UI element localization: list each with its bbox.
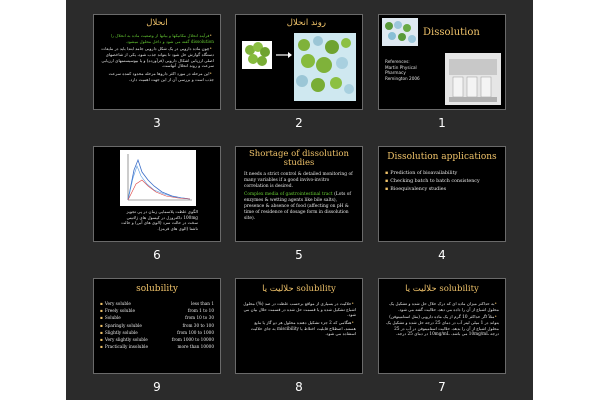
slide-3-bullet-2: •چون ماده دارویی در یک شکل دارویی جامد ابتدا باید در مایعات دستگاه گوارش حل شود تا بتواند جذب شود، یکی از شاخصهای اصلی ارزیابی اشکال دارویی (فرآورده) و یا بیوسیستمهای ارزیابی سرعت و روند انحلال آنهاست. xyxy=(101,46,214,69)
slide-7-body xyxy=(385,301,499,339)
slide-5-title: Shortage of dissolution studies xyxy=(248,149,350,169)
slide-2-title: روند انحلال xyxy=(286,18,326,28)
solubility-row: ▪ Freely soluble from 1 to 10 xyxy=(100,308,214,314)
slide-8-body xyxy=(242,301,356,339)
slide-8-bullet-1: •حلالیت در بسیاری از مواقع برحسب غلظت در صد (%) محلول اشباع تشکیل شده و یا قسمت حل شده در قسمت حلال بیان می شود. xyxy=(243,301,356,318)
slide-7-number: 7 xyxy=(438,380,446,394)
slide-3-title: انحلال xyxy=(146,18,168,28)
slide-3[interactable] xyxy=(93,14,221,110)
references-label: References: xyxy=(385,59,410,64)
slide-5-body xyxy=(244,172,354,224)
solubility-row: ▪ Soluble from 10 to 30 xyxy=(100,315,214,321)
reference-line-3: Remington 2006 xyxy=(385,76,420,82)
slide-4-number: 4 xyxy=(438,248,446,262)
slide-2-number: 2 xyxy=(295,116,303,130)
slide-1-references xyxy=(385,59,437,82)
slide-1[interactable] xyxy=(378,14,506,110)
slide-9-title: solubility xyxy=(136,284,178,294)
dissolution-apparatus-image xyxy=(445,53,501,105)
slide-sorter-view xyxy=(66,0,533,400)
slide-7-title: حلالیت یا solubility xyxy=(405,284,479,294)
slide-4-bullet-1: ▪ Prediction of bioavailability xyxy=(385,171,458,176)
slide-4-bullet-2: ▪ Checking batch to batch consistency xyxy=(385,178,480,184)
slide-3-body xyxy=(100,33,214,84)
slide-5-paragraph-2: Complex media of gastrointestinal tract (Lots of enzymes & wetting agents like bile salts), presence & absence of food (affecting on pH & time of residence of dosage form in dissolution site). xyxy=(244,191,352,221)
reference-line-1: Martin Physical xyxy=(385,64,417,70)
slide-4[interactable] xyxy=(378,146,506,242)
slide-4-bullets xyxy=(385,171,499,195)
solubility-row: ▪ Slightly soluble from 100 to 1000 xyxy=(100,329,214,335)
slide-8[interactable] xyxy=(235,278,363,374)
plasma-concentration-chart xyxy=(120,150,196,206)
slide-6-number: 6 xyxy=(153,248,161,262)
slide-8-bullet-2: •هنگامی که 2 جزء تشکیل دهنده محلول هر دو گاز یا مایع هستند، اصطلاح قابلیت اختلاط یا miscibility به جای حلالیت استفاده می شود. xyxy=(250,320,356,337)
solubility-row: ▪ Practically insoluble more than 10000 xyxy=(100,344,214,350)
slide-5-paragraph-1: It needs a strict control & detailed monitoring of many variables if a good invivo-invitro correlation is desired. xyxy=(244,172,353,189)
slide-7[interactable] xyxy=(378,278,506,374)
slide-4-bullet-3: ▪ Bioequivalency studies xyxy=(385,186,447,192)
slide-3-number: 3 xyxy=(153,116,161,130)
slide-6[interactable] xyxy=(93,146,221,242)
slide-2[interactable] xyxy=(235,14,363,110)
slide-5[interactable] xyxy=(235,146,363,242)
solubility-table xyxy=(100,301,214,351)
molecules-image xyxy=(382,18,418,46)
slide-6-caption: الگوی غلظت پلاسمایی زمان در پی تجویز 100mg داکتروزل در کپسول های ژلاتینی سخت در حالت سرد (الوی های آبی) و حالت ناشتا (الوی های قرمز). xyxy=(121,209,198,232)
slide-7-bullet-2: •مثلاً اگر حداکثر 10 گرم از یک ماده دارویی (مثل استامینوفن) بتواند در 1 میلی لیتر آب در دمای 25 درجه حل شده و تشکیل یک محلول اشباع از آن را بدهد، حلالیت استامینوفن در آب در 25 درجه 10mg/mL می باشد. 10mg/mL در دمای 25 درجه. xyxy=(386,314,499,337)
slide-1-number: 1 xyxy=(438,116,446,130)
solubility-row: ▪ Sparingly soluble from 30 to 100 xyxy=(100,322,214,328)
slide-4-title: Dissolution applications xyxy=(387,152,497,162)
solubility-row: ▪ Very soluble less than 1 xyxy=(100,301,214,306)
slide-3-bullet-3: •این مرحله در مورد اکثر داروها مرحله محدود کننده سرعت جذب است و بررسی آن از این جهت اهمیت دارد. xyxy=(108,71,214,82)
slide-8-title: حلالیت یا solubility xyxy=(262,284,336,294)
solubility-row: ▪ Very slightly soluble from 1000 to 10000 xyxy=(100,336,214,342)
slide-5-number: 5 xyxy=(295,248,303,262)
slide-9[interactable] xyxy=(93,278,221,374)
slide-9-number: 9 xyxy=(153,380,161,394)
slide-1-title: Dissolution xyxy=(423,27,480,38)
dissolution-process-illustration xyxy=(236,15,363,110)
slide-3-bullet-1: •فرآیند انحلال مکانیکها و بیانها از وضعیت ماده به انحلال را dissolution گفته می شود و داخل محلول میشود. xyxy=(110,33,214,44)
reference-line-2: Pharmacy xyxy=(385,70,406,76)
slide-8-number: 8 xyxy=(295,380,303,394)
slide-7-bullet-1: •به حداکثر میزان ماده ای که درک حلال حل شده و تشکیل یک محلول اشباع از آن را داده می دهد، حلالیت گفته می شود. xyxy=(389,301,499,312)
